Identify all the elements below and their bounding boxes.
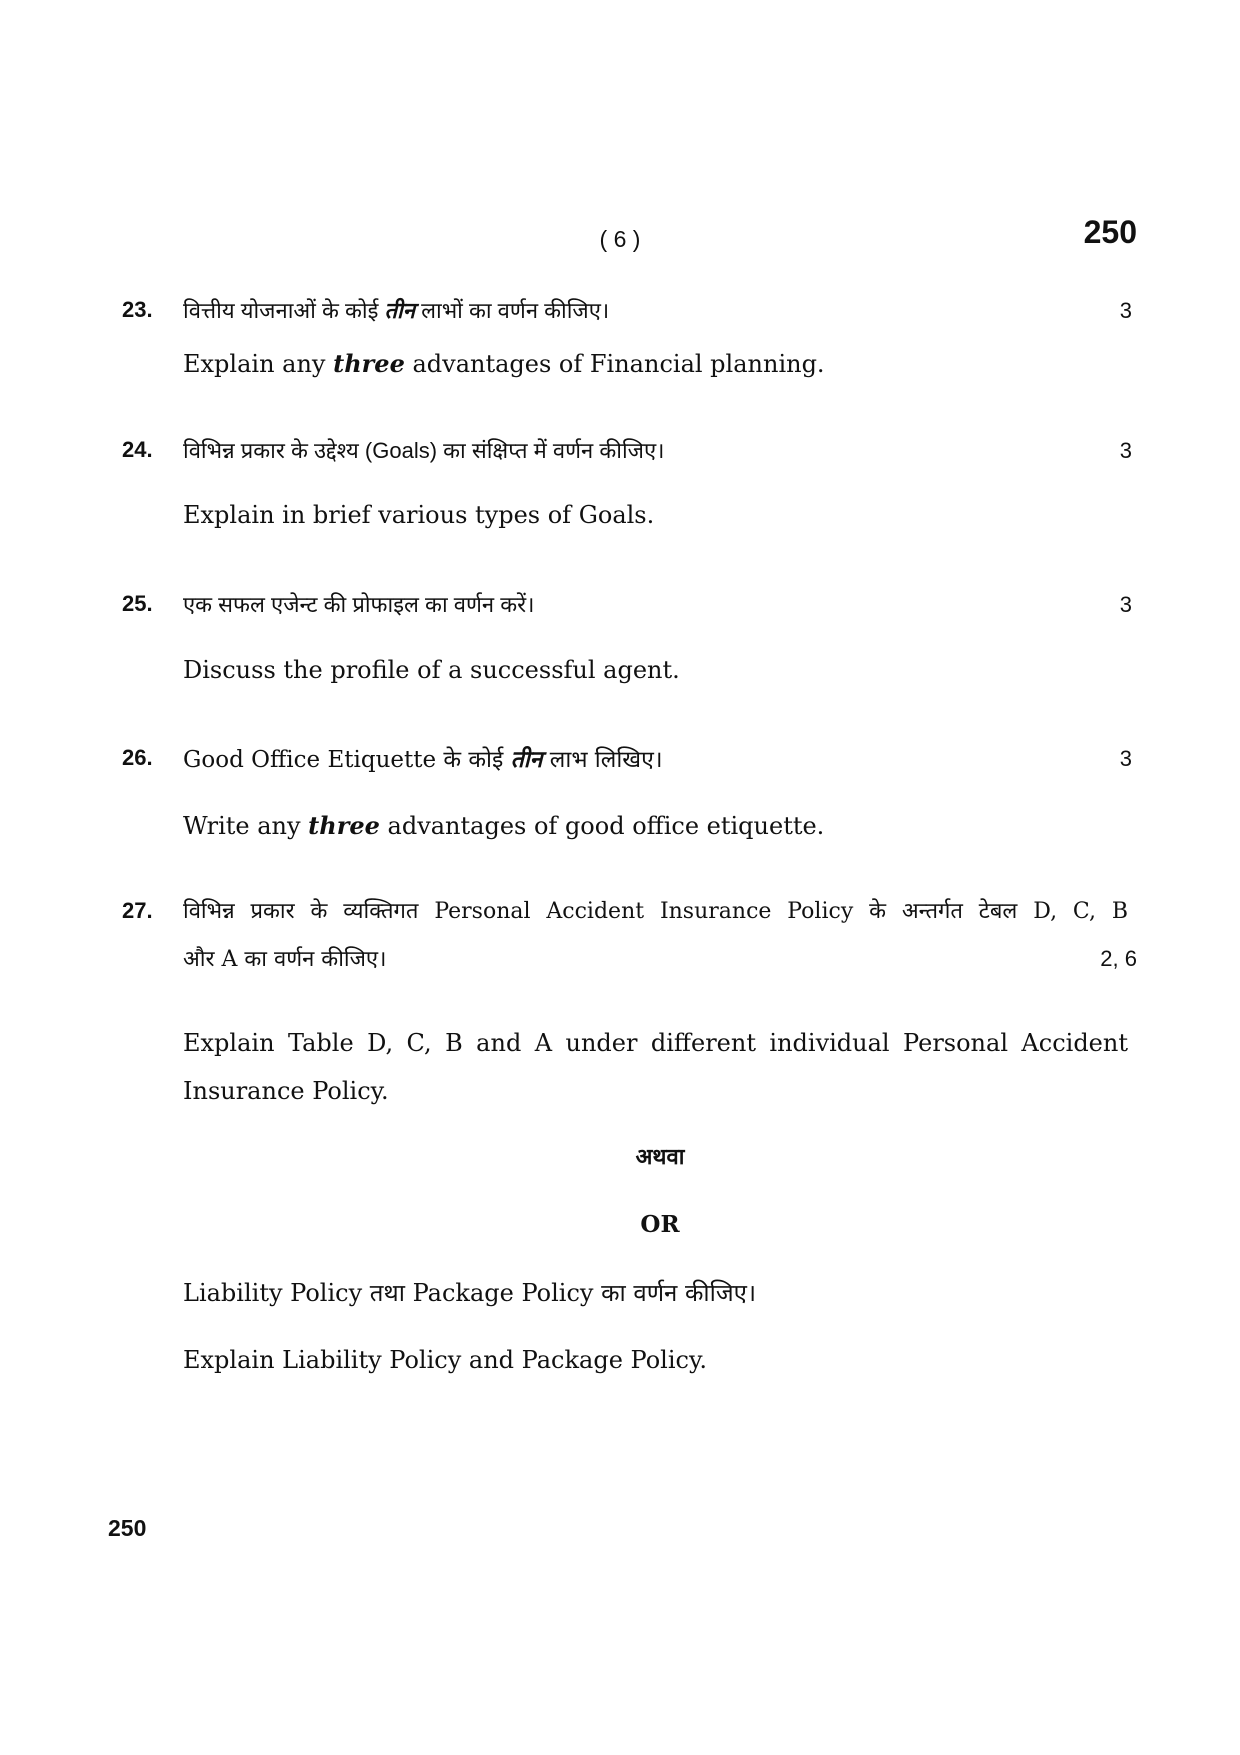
question-text-english: Explain in brief various types of Goals. [183, 501, 655, 529]
question-number: 23. [122, 297, 153, 322]
question-text-hindi: Good Office Etiquette के कोई तीन लाभ लिखिए। [183, 746, 663, 773]
question-number: 26. [122, 745, 153, 770]
or-separator-english: OR [640, 1211, 680, 1238]
or-separator-hindi: अथवा [635, 1144, 685, 1169]
question-text-english: Explain any three advantages of Financial planning. [183, 349, 825, 378]
question-text-hindi: वित्तीय योजनाओं के कोई तीन लाभों का वर्णन कीजिए। [183, 298, 610, 323]
question-text-english-line2: Insurance Policy. [183, 1077, 389, 1105]
alternative-question-hindi: Liability Policy तथा Package Policy का वर्णन कीजिए। [183, 1279, 757, 1307]
question-number: 25. [122, 591, 153, 616]
question-text-english: Write any three advantages of good office etiquette. [183, 811, 825, 840]
alternative-question-english: Explain Liability Policy and Package Policy. [183, 1346, 707, 1374]
question-marks: 3 [1119, 746, 1132, 771]
question-text-hindi-line1: विभिन्न प्रकार के व्यक्तिगत Personal Accident Insurance Policy के अन्तर्गत टेबल D, C, B [183, 899, 1128, 924]
question-number: 24. [122, 437, 153, 462]
question-text-english: Discuss the profile of a successful agent. [183, 656, 680, 684]
question-text-hindi: एक सफल एजेन्ट की प्रोफाइल का वर्णन करें। [183, 592, 535, 617]
question-text-english-line1: Explain Table D, C, B and A under different individual Personal Accident [183, 1029, 1128, 1057]
page-number: ( 6 ) [599, 226, 641, 252]
question-marks: 3 [1119, 438, 1132, 463]
question-marks: 3 [1119, 298, 1132, 323]
paper-code-bottom: 250 [108, 1515, 147, 1541]
question-number: 27. [122, 898, 153, 923]
question-text-hindi: विभिन्न प्रकार के उद्देश्य (Goals) का संक्षिप्त में वर्णन कीजिए। [183, 438, 665, 463]
question-marks: 2, 6 [1100, 946, 1137, 971]
question-marks: 3 [1119, 592, 1132, 617]
question-text-hindi-line2: और A का वर्णन कीजिए। [183, 947, 387, 972]
paper-code-top: 250 [1083, 214, 1137, 250]
